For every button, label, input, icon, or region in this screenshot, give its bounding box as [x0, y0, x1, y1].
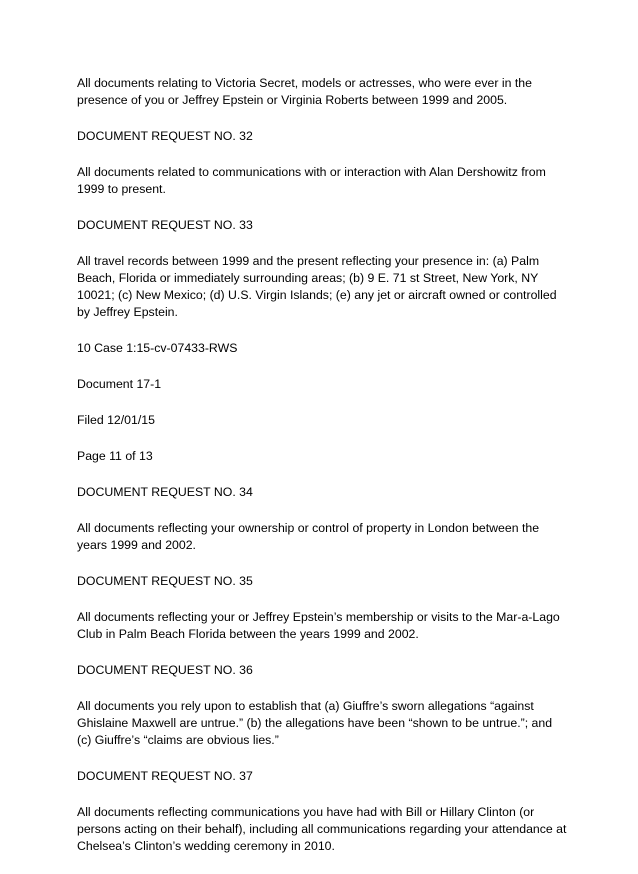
filed-date-line: Filed 12/01/15: [77, 413, 155, 427]
heading-document-request-34: DOCUMENT REQUEST NO. 34: [77, 485, 253, 499]
document-body: [77, 75, 567, 874]
paragraph-travel-records: All travel records between 1999 and the present reflecting your presence in: (a) Palm Beach, Florida or immediately surrounding areas; (b) 9 E. 71 st Street, New York, NY 10021; (c) New Mexico; (d) U.S. Virgin Islands; (e) any jet or aircraft owned or controlled by Jeffrey Epstein.: [77, 254, 557, 319]
heading-document-request-37: DOCUMENT REQUEST NO. 37: [77, 769, 253, 783]
heading-document-request-36: DOCUMENT REQUEST NO. 36: [77, 663, 253, 677]
case-number-line: 10 Case 1:15-cv-07433-RWS: [77, 341, 238, 355]
paragraph-clinton-communications: All documents reflecting communications you have had with Bill or Hillary Clinton (or persons acting on their behalf), including all communications regarding your attendance at Chelsea’s Clinton’s wedding ceremony in 2010.: [77, 805, 567, 853]
paragraph-mar-a-lago-membership: All documents reflecting your or Jeffrey Epstein’s membership or visits to the Mar-a-Lago Club in Palm Beach Florida between the years 1999 and 2002.: [77, 610, 560, 641]
heading-document-request-32: DOCUMENT REQUEST NO. 32: [77, 129, 253, 143]
paragraph-london-property: All documents reflecting your ownership or control of property in London between the years 1999 and 2002.: [77, 521, 540, 552]
document-number-line: Document 17-1: [77, 377, 162, 391]
paragraph-victoria-secret-documents: All documents relating to Victoria Secret, models or actresses, who were ever in the presence of you or Jeffrey Epstein or Virginia Roberts between 1999 and 2005.: [77, 76, 532, 107]
paragraph-dershowitz-communications: All documents related to communications with or interaction with Alan Dershowitz from 1999 to present.: [77, 165, 546, 196]
heading-document-request-35: DOCUMENT REQUEST NO. 35: [77, 574, 253, 588]
heading-document-request-33: DOCUMENT REQUEST NO. 33: [77, 218, 253, 232]
paragraph-giuffre-allegations: All documents you rely upon to establish that (a) Giuffre’s sworn allegations “against Ghislaine Maxwell are untrue.” (b) the allegations have been “shown to be untrue.”; and (c) Giuffre’s “claims are obvious lies.”: [77, 699, 553, 747]
page-number-line: Page 11 of 13: [77, 449, 153, 463]
